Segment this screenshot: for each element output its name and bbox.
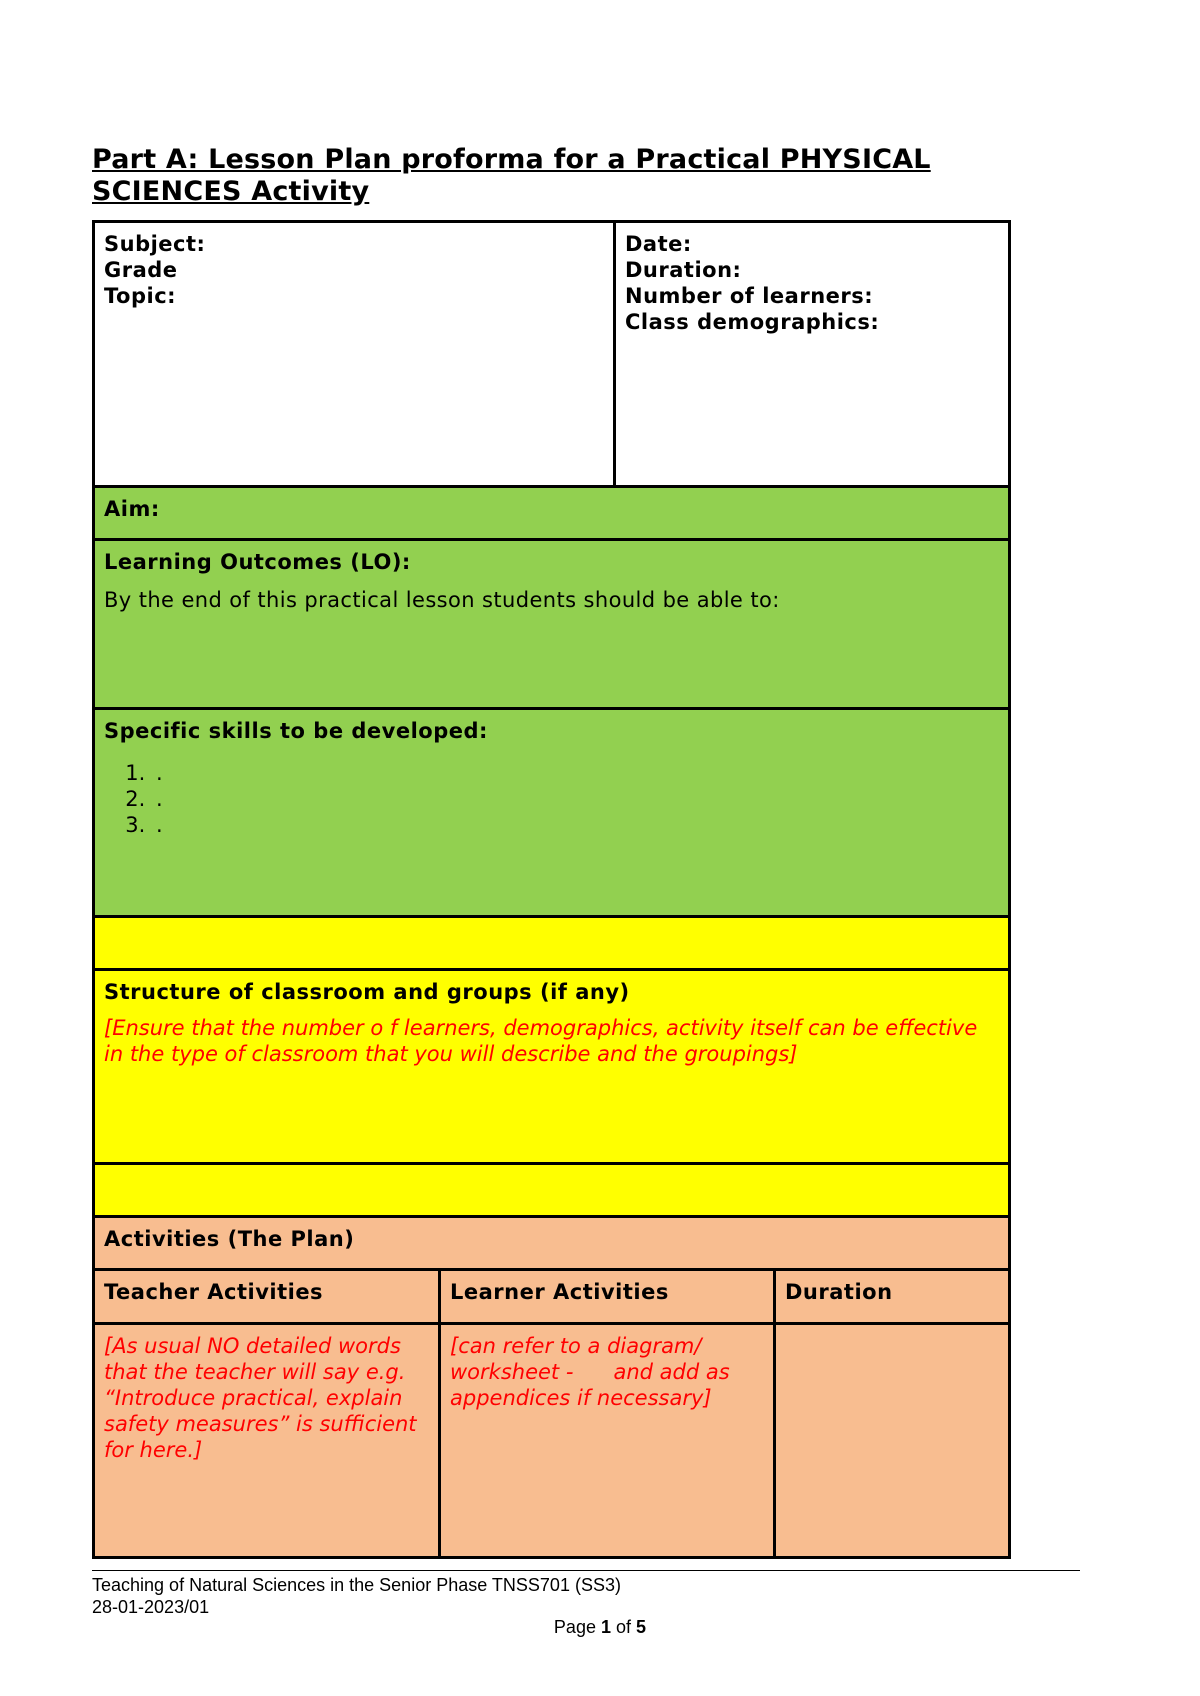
aim-cell[interactable] [94,487,1010,540]
skill-item[interactable]: 1. . [152,760,999,786]
page-title: Part A: Lesson Plan proforma for a Practical PHYSICAL SCIENCES Activity [92,144,931,207]
footer-divider [92,1570,1080,1571]
structure-label: Structure of classroom and groups (if any) [104,980,630,1004]
footer-date: 28-01-2023/01 [92,1597,210,1617]
skills-label: Specific skills to be developed: [104,719,488,743]
topic-label: Topic: [104,284,177,308]
activities-header-cell [94,1217,1010,1270]
learner-activities-label: Learner Activities [450,1280,669,1304]
duration-header [775,1270,1010,1324]
duration-column-label: Duration [785,1280,893,1304]
lesson-plan-form [92,220,1011,1559]
page-total: 5 [636,1617,647,1637]
info-left-cell[interactable] [94,222,615,487]
yellow-blank-row[interactable] [94,1164,1010,1217]
teacher-activities-label: Teacher Activities [104,1280,324,1304]
duration-cell[interactable] [775,1324,1010,1558]
skill-item[interactable]: 2. . [152,786,999,812]
footer [92,1574,621,1618]
structure-note: [Ensure that the number o f learners, demographics, activity itself can be effective in the type of classroom that you will describe and the groupings] [104,1016,978,1066]
skills-list [104,760,999,838]
learning-outcomes-label: Learning Outcomes (LO): [104,550,411,574]
grade-label: Grade [104,258,178,282]
learning-outcomes-text: By the end of this practical lesson students should be able to: [104,588,780,612]
skills-cell[interactable] [94,709,1010,917]
teacher-activities-note: [As usual NO detailed words that the teacher will say e.g. “Introduce practical, explain safety measures” is sufficient for here.] [104,1334,417,1462]
of-label: of [616,1617,632,1637]
info-right-cell[interactable] [615,222,1010,487]
subject-label: Subject: [104,232,206,256]
learners-label: Number of learners: [625,284,874,308]
learner-activities-cell[interactable] [440,1324,775,1558]
demographics-label: Class demographics: [625,310,880,334]
date-label: Date: [625,232,692,256]
duration-label: Duration: [625,258,742,282]
page-current: 1 [600,1617,611,1637]
footer-course: Teaching of Natural Sciences in the Senior Phase TNSS701 (SS3) [92,1575,621,1595]
activities-label: Activities (The Plan) [104,1227,355,1251]
structure-cell[interactable] [94,970,1010,1164]
learner-activities-note: [can refer to a diagram/ worksheet - and add as appendices if necessary] [450,1334,737,1410]
skill-item[interactable]: 3. . [152,812,999,838]
teacher-activities-cell[interactable] [94,1324,440,1558]
learner-activities-header [440,1270,775,1324]
page-label: Page [553,1617,596,1637]
aim-label: Aim: [104,497,160,521]
page-number [0,1617,1200,1638]
yellow-blank-row[interactable] [94,917,1010,970]
learning-outcomes-cell[interactable] [94,540,1010,709]
teacher-activities-header [94,1270,440,1324]
